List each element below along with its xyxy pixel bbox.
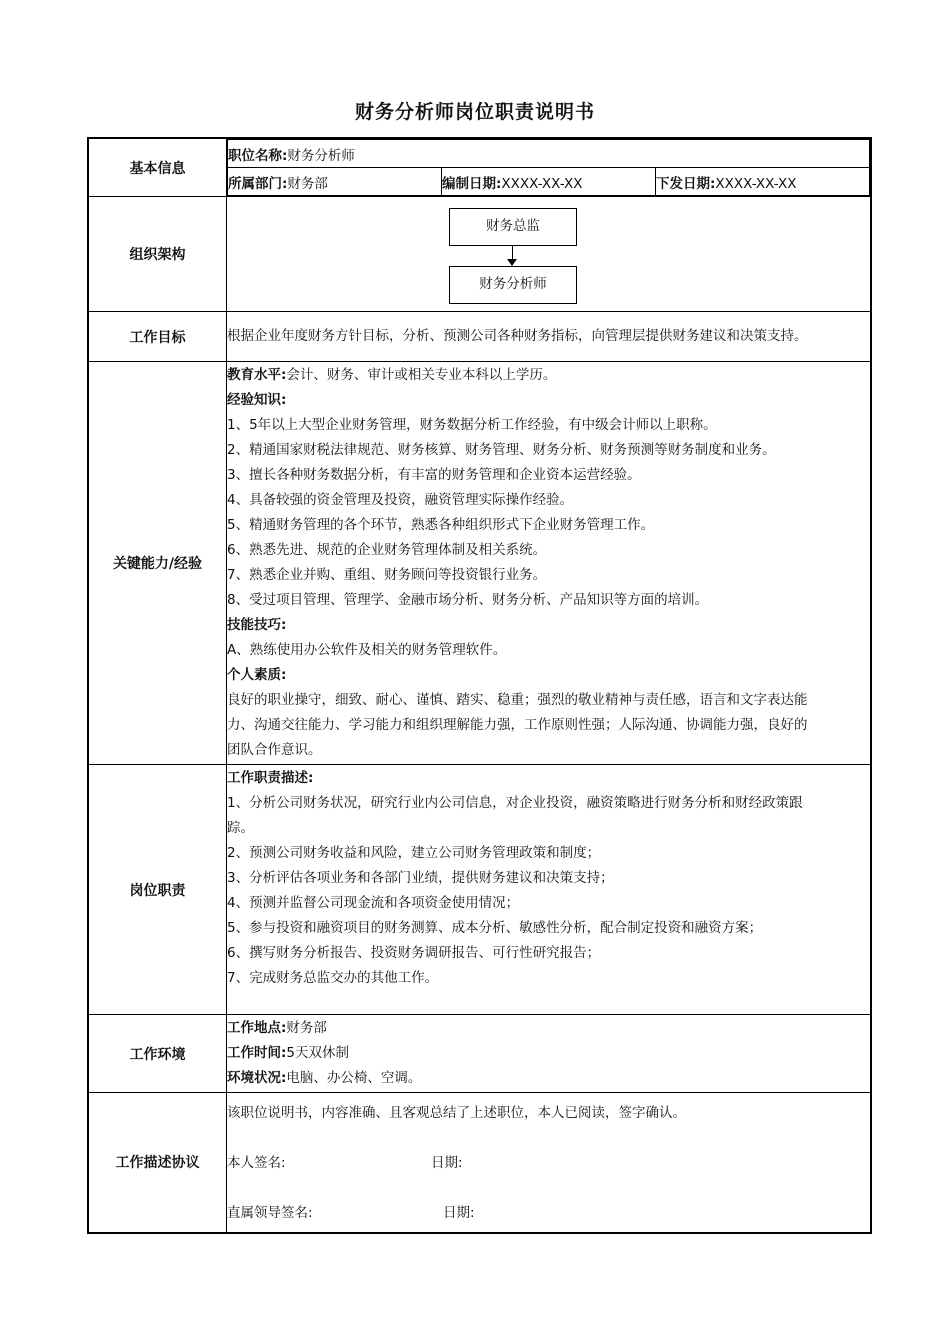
work-time-label: 工作时间:: [227, 1045, 287, 1061]
issued-date-field: [656, 168, 870, 196]
agreement-statement: 该职位说明书，内容准确、且客观总结了上述职位，本人已阅读，签字确认。: [227, 1105, 686, 1121]
work-goal-row: [88, 312, 871, 362]
org-box-analyst: 财务分析师: [449, 266, 577, 304]
abilities-label: 关键能力/经验: [88, 362, 227, 765]
education-value: 会计、财务、审计或相关专业本科以上学历。: [286, 367, 557, 383]
env-condition-line: [227, 1066, 870, 1091]
basic-info-row: [88, 138, 871, 197]
experience-heading: [227, 388, 870, 413]
compiled-date-value: XXXX-XX-XX: [501, 175, 583, 192]
personal-text-line: 团队合作意识。: [227, 742, 322, 758]
list-item: 6、熟悉先进、规范的企业财务管理体制及相关系统。: [227, 542, 547, 558]
agreement-row: [88, 1093, 871, 1233]
abilities-cell: [227, 362, 872, 765]
list-item: 3、分析评估各项业务和各部门业绩，提供财务建议和决策支持；: [227, 870, 614, 886]
position-name-label: 职位名称:: [228, 147, 288, 164]
education-label: 教育水平:: [227, 367, 287, 383]
skill-heading: [227, 613, 870, 638]
work-goal-text: 根据企业年度财务方针目标，分析、预测公司各种财务指标，向管理层提供财务建议和决策支持。: [227, 312, 872, 362]
leader-signature-label: 直属领导签名:: [227, 1205, 313, 1221]
list-item: 5、精通财务管理的各个环节，熟悉各种组织形式下企业财务管理工作。: [227, 517, 655, 533]
environment-label: 工作环境: [88, 1015, 227, 1093]
basic-info-cell: [227, 138, 872, 197]
env-condition-value: 电脑、办公椅、空调。: [286, 1070, 422, 1086]
spacer: [227, 1176, 870, 1201]
work-place-value: 财务部: [286, 1020, 327, 1036]
list-item: 踪。: [227, 820, 254, 836]
basic-info-grid: [227, 139, 870, 196]
personal-label: 个人素质:: [227, 667, 287, 683]
position-name-value: 财务分析师: [287, 147, 355, 164]
self-signature-line: [227, 1151, 870, 1176]
issued-date-value: XXXX-XX-XX: [715, 175, 797, 192]
list-item: 1、分析公司财务状况，研究行业内公司信息，对企业投资，融资策略进行财务分析和财经政策跟: [227, 795, 803, 811]
skill-label: 技能技巧:: [227, 617, 287, 633]
basic-info-label: 基本信息: [88, 138, 227, 197]
issued-date-label: 下发日期:: [656, 175, 716, 192]
spacer: [227, 1126, 870, 1151]
org-chart-label: 组织架构: [88, 197, 227, 312]
department-label: 所属部门:: [228, 175, 288, 192]
arrow-down-icon: [507, 259, 517, 266]
work-time-line: [227, 1041, 870, 1066]
department-field: [228, 168, 442, 196]
personal-text-line: 良好的职业操守，细致、耐心、谨慎、踏实、稳重；强烈的敬业精神与责任感，语言和文字表达能: [227, 692, 808, 708]
work-time-value: 5天双休制: [286, 1045, 349, 1061]
org-chart-cell: [227, 197, 872, 312]
department-value: 财务部: [287, 175, 328, 192]
duties-heading-label: 工作职责描述:: [227, 770, 314, 786]
work-goal-label: 工作目标: [88, 312, 227, 362]
list-item: 5、参与投资和融资项目的财务测算、成本分析、敏感性分析，配合制定投资和融资方案；: [227, 920, 763, 936]
org-chart: [227, 197, 870, 311]
agreement-cell: [227, 1093, 872, 1233]
abilities-row: [88, 362, 871, 765]
list-item: A、熟练使用办公软件及相关的财务管理软件。: [227, 642, 507, 658]
leader-signature-line: [227, 1201, 870, 1226]
self-date-label: 日期:: [431, 1155, 463, 1171]
experience-label: 经验知识:: [227, 392, 287, 408]
position-name-field: [228, 140, 870, 168]
list-item: 6、撰写财务分析报告、投资财务调研报告、可行性研究报告；: [227, 945, 601, 961]
list-item: 4、具备较强的资金管理及投资，融资管理实际操作经验。: [227, 492, 574, 508]
job-description-table: [87, 137, 872, 1234]
page-title: 财务分析师岗位职责说明书: [354, 101, 595, 123]
duties-row: [88, 765, 871, 1015]
work-place-label: 工作地点:: [227, 1020, 287, 1036]
leader-date-label: 日期:: [443, 1205, 475, 1221]
environment-cell: [227, 1015, 872, 1093]
list-item: 2、预测公司财务收益和风险，建立公司财务管理政策和制度；: [227, 845, 601, 861]
self-signature-label: 本人签名:: [227, 1155, 286, 1171]
personal-text-line: 力、沟通交往能力、学习能力和组织理解能力强，工作原则性强；人际沟通、协调能力强，良好的: [227, 717, 808, 733]
org-chart-row: [88, 197, 871, 312]
list-item: 7、完成财务总监交办的其他工作。: [227, 970, 439, 986]
list-item: 1、5年以上大型企业财务管理，财务数据分析工作经验，有中级会计师以上职称。: [227, 417, 717, 433]
work-place-line: [227, 1016, 870, 1041]
compiled-date-label: 编制日期:: [442, 175, 502, 192]
duties-label: 岗位职责: [88, 765, 227, 1015]
list-item: 3、擅长各种财务数据分析，有丰富的财务管理和企业资本运营经验。: [227, 467, 641, 483]
duties-cell: [227, 765, 872, 1015]
environment-row: [88, 1015, 871, 1093]
env-condition-label: 环境状况:: [227, 1070, 287, 1086]
list-item: 8、受过项目管理、管理学、金融市场分析、财务分析、产品知识等方面的培训。: [227, 592, 709, 608]
compiled-date-field: [442, 168, 656, 196]
list-item: 4、预测并监督公司现金流和各项资金使用情况；: [227, 895, 520, 911]
education-line: [227, 363, 870, 388]
agreement-label: 工作描述协议: [88, 1093, 227, 1233]
list-item: 2、精通国家财税法律规范、财务核算、财务管理、财务分析、财务预测等财务制度和业务。: [227, 442, 776, 458]
list-item: 7、熟悉企业并购、重组、财务顾问等投资银行业务。: [227, 567, 547, 583]
personal-heading: [227, 663, 870, 688]
org-box-director: 财务总监: [449, 208, 577, 246]
duties-heading: [227, 766, 870, 791]
